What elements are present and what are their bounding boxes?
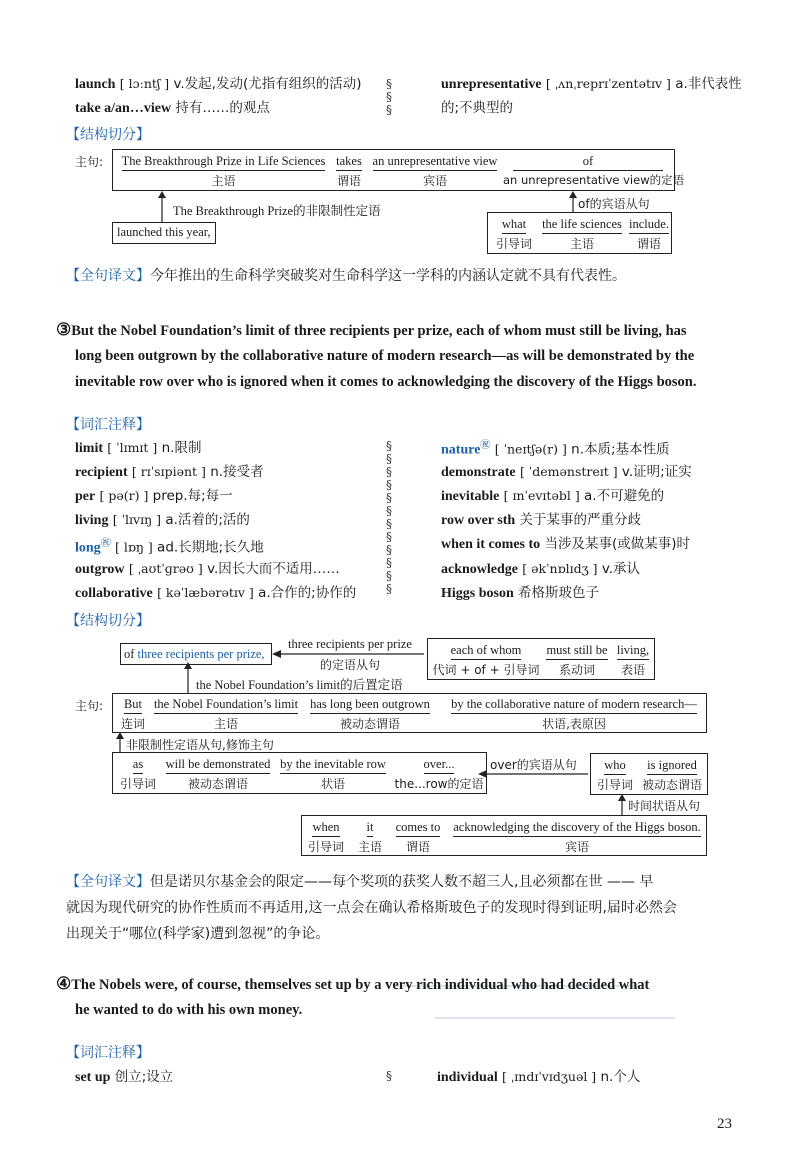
d2-note-over: over的宾语从句: [490, 758, 577, 772]
page-number: 23: [717, 1116, 732, 1132]
vocab-entry: long㊗ [ lɒŋ ] ad.长期地;长久地: [75, 538, 264, 556]
vocab-entry: limit [ ˈlɪmɪt ] n.限制: [75, 440, 202, 456]
sentence-3-line-3: inevitable row over who is ignored when it comes to acknowledging the discovery of the Higgs boson.: [75, 374, 697, 390]
vocab-entry: collaborative [ kəˈlæbərətɪv ] a.合作的;协作的: [75, 585, 357, 601]
vocab-entry-individual: individual [ ˌɪndɪˈvɪdʒuəl ] n.个人: [437, 1069, 641, 1085]
d2-note-of-2: 的定语从句: [320, 658, 381, 672]
d2-main-adverbial: by the collaborative nature of modern research— 状语,表原因: [451, 697, 697, 731]
d1-note-object-clause: of的宾语从句: [578, 197, 650, 211]
column-divider: § § §: [386, 77, 392, 117]
vocab-entry-take-view: take a/an…view 持有……的观点: [75, 100, 270, 116]
d2-note-of: three recipients per prize: [288, 637, 412, 651]
sentence-3-line-1: ③But the Nobel Foundation’s limit of three recipients per prize, each of whom must still be living, has: [56, 320, 687, 339]
vocab-entry: row over sth 关于某事的严重分歧: [441, 512, 641, 528]
vocab-entry: inevitable [ ɪnˈevɪtəbl ] a.不可避免的: [441, 488, 665, 504]
d2-as-box: [112, 752, 487, 794]
column-divider: § § § § § § § § § § § §: [386, 439, 392, 596]
sentence-4-line-1: ④The Nobels were, of course, themselves set up by a very rich individual who had decided what: [56, 974, 650, 993]
vocab-entry: demonstrate [ ˈdemənstreɪt ] v.证明;证实: [441, 464, 692, 480]
d2-who-intro: who 引导词: [596, 758, 633, 792]
column-divider: §: [386, 1069, 392, 1083]
vocab-entry: per [ pə(r) ] prep.每;每一: [75, 488, 233, 504]
section-heading-vocab: 【词汇注释】: [66, 417, 150, 433]
d2-of-text: of three recipients per prize,: [124, 647, 265, 661]
d1-subject: The Breakthrough Prize in Life Sciences 主语: [121, 154, 326, 188]
vocab-entry: when it comes to 当涉及某事(或做某事)时: [441, 536, 690, 552]
section-heading-vocab-2: 【词汇注释】: [66, 1045, 150, 1061]
section-heading-structure-2: 【结构切分】: [66, 613, 150, 629]
d2-as-over: over... the...row的定语: [394, 757, 484, 791]
d1-sub-intro: what 引导词: [495, 217, 532, 251]
d2-who-box: [590, 753, 708, 795]
highlight-mark-icon: ㊗: [100, 538, 111, 549]
vocab-entry: nature㊗ [ ˈneɪtʃə(r) ] n.本质;基本性质: [441, 440, 670, 458]
section-heading-structure: 【结构切分】: [66, 127, 150, 143]
sentence-4-line-2: he wanted to do with his own money.: [75, 1002, 303, 1018]
d2-note-time: 时间状语从句: [628, 799, 701, 813]
d2-main-subject: the Nobel Foundation’s limit 主语: [153, 697, 299, 731]
d2-when-box: [301, 815, 707, 856]
d2-when-intro: when 引导词: [307, 820, 344, 854]
d1-of-attrib: of an unrepresentative view的定语: [503, 154, 685, 187]
d2-when-object: acknowledging the discovery of the Higgs boson. 宾语: [453, 820, 701, 854]
vocab-entry-unrepresentative-cont: 的;不典型的: [441, 100, 514, 116]
d2-as-adverbial: by the inevitable row 状语: [280, 757, 386, 791]
d1-launched-text: launched this year,: [117, 225, 211, 239]
vocab-entry: acknowledge [ əkˈnɒlɪdʒ ] v.承认: [441, 561, 641, 577]
d2-as-intro: as 引导词: [119, 757, 156, 791]
d2-each-intro: each of whom 代词 + of + 引导词: [432, 643, 540, 677]
highlight-mark-icon: ㊗: [480, 440, 491, 451]
d2-as-predicate: will be demonstrated 被动态谓语: [165, 757, 271, 791]
main-clause-label: 主句:: [75, 155, 104, 169]
d1-object: an unrepresentative view 宾语: [372, 154, 498, 188]
d1-note-nonrestrictive: The Breakthrough Prize的非限制性定语: [173, 204, 381, 218]
vocab-entry-launch: launch [ lɔːntʃ ] v.发起,发动(尤指有组织的活动): [75, 76, 362, 92]
d2-note-postmod: the Nobel Foundation’s limit的后置定语: [196, 678, 403, 692]
vocab-entry-unrepresentative: unrepresentative [ ˌʌnˌreprɪˈzentətɪv ] a.非代表性: [441, 76, 742, 92]
d2-box-of: [120, 643, 272, 665]
d2-main-predicate: has long been outgrown 被动态谓语: [310, 697, 430, 731]
d2-each-pred: living, 表语: [616, 643, 650, 677]
d2-who-predicate: is ignored 被动态谓语: [641, 758, 702, 792]
d1-predicate: takes 谓语: [336, 154, 362, 188]
d2-when-subject: it 主语: [357, 820, 382, 854]
d1-sub-predicate: include. 谓语: [629, 217, 669, 251]
d2-main-box: [112, 693, 707, 733]
main-clause-label-2: 主句:: [75, 699, 104, 713]
vocab-entry-set-up: set up 创立;设立: [75, 1069, 174, 1085]
vocab-entry: outgrow [ ˌaʊtˈɡrəʊ ] v.因长大而不适用……: [75, 561, 340, 577]
d2-each-link: must still be 系动词: [546, 643, 608, 677]
vocab-entry: Higgs boson 希格斯玻色子: [441, 585, 600, 601]
sentence-3-line-2: long been outgrown by the collaborative nature of modern research—as will be demonstrated by the: [75, 348, 695, 364]
translation-3-line-2: 就因为现代研究的协作性质而不再适用,这一点会在确认希格斯玻色子的发现时得到证明,届时必然会: [66, 900, 677, 916]
vocab-entry: living [ ˈlɪvɪŋ ] a.活着的;活的: [75, 512, 250, 528]
d2-each-box: [427, 638, 655, 680]
translation-1: 【全句译文】今年推出的生命科学突破奖对生命科学这一学科的内涵认定就不具有代表性。: [66, 268, 626, 284]
d2-note-nonrestrictive: 非限制性定语从句,修饰主句: [126, 738, 274, 752]
translation-3-line-1: 【全句译文】但是诺贝尔基金会的限定——每个奖项的获奖人数不超三人,且必须都在世 —— 早: [66, 874, 654, 890]
translation-3-line-3: 出现关于“哪位(科学家)遭到忽视”的争论。: [66, 926, 330, 942]
d2-when-predicate: comes to 谓语: [395, 820, 441, 854]
vocab-entry: recipient [ rɪˈsɪpiənt ] n.接受者: [75, 464, 264, 480]
d1-sub-subject: the life sciences 主语: [542, 217, 622, 251]
d2-main-conj: But 连词: [120, 697, 145, 731]
